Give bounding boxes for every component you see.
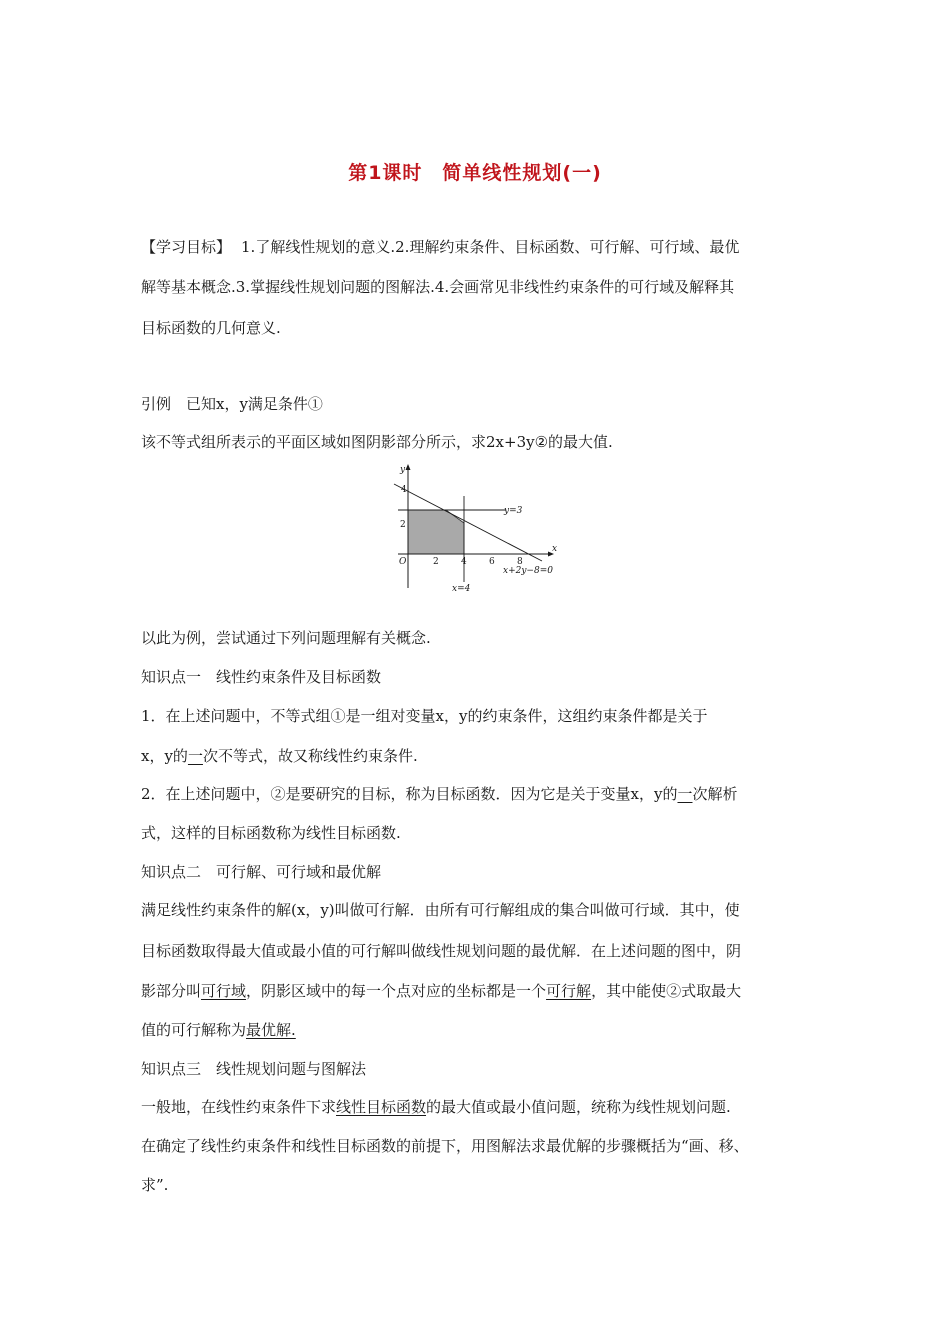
example-question: 该不等式组所表示的平面区域如图阴影部分所示，求2x+3y②的最大值. bbox=[141, 433, 613, 451]
k2-underlined-optimal-solution: 最优解. bbox=[246, 1021, 296, 1039]
k2-l3-text-c: ，其中能使②式取最大 bbox=[591, 982, 742, 1000]
label-x4: x=4 bbox=[452, 584, 471, 594]
learning-goals-line-3: 目标函数的几何意义. bbox=[141, 319, 281, 337]
y-axis-label: y bbox=[400, 465, 406, 475]
k2-underlined-feasible-region: 可行域 bbox=[201, 982, 247, 1000]
k2-l3-text-a: 影部分叫 bbox=[141, 982, 202, 1000]
page-title: 第1课时 简单线性规划(一) bbox=[348, 162, 602, 184]
knowledge-point-1-heading: 知识点一 线性约束条件及目标函数 bbox=[141, 668, 382, 686]
k2-line-2: 目标函数取得最大值或最小值的可行解叫做线性规划问题的最优解．在上述问题的图中，阴 bbox=[141, 942, 742, 960]
learning-goals-line-1 bbox=[141, 236, 739, 257]
knowledge-point-3-heading: 知识点三 线性规划问题与图解法 bbox=[141, 1060, 367, 1078]
label-y3: y=3 bbox=[504, 506, 523, 516]
k1-paragraph-1-line-2 bbox=[141, 745, 418, 766]
k2-underlined-feasible-solution: 可行解 bbox=[546, 982, 592, 1000]
k1-paragraph-2-line-1 bbox=[141, 783, 738, 804]
k1-p1-underlined: 一 bbox=[187, 747, 203, 765]
k1-paragraph-1-line-1: 1．在上述问题中，不等式组①是一组对变量x，y的约束条件，这组约束条件都是关于 bbox=[141, 707, 708, 725]
k1-p2-text-a: 2．在上述问题中，②是要研究的目标，称为目标函数．因为它是关于变量x，y的 bbox=[141, 785, 678, 803]
k3-l1-text-a: 一般地，在线性约束条件下求 bbox=[141, 1098, 337, 1116]
k2-line-1: 满足线性约束条件的解(x，y)叫做可行解．由所有可行解组成的集合叫做可行域．其中，使 bbox=[141, 901, 740, 919]
knowledge-point-2-heading: 知识点二 可行解、可行域和最优解 bbox=[141, 863, 382, 881]
k2-line-4 bbox=[141, 1019, 296, 1040]
x-tick-6: 6 bbox=[489, 557, 495, 567]
k1-p2-underlined: 一 bbox=[677, 785, 693, 803]
label-line-eq: x+2y−8=0 bbox=[503, 566, 553, 576]
origin-label: O bbox=[399, 557, 407, 567]
k3-line-3: 求”. bbox=[141, 1176, 169, 1194]
x-tick-2: 2 bbox=[433, 557, 439, 567]
k1-p1-text-b: 次不等式，故又称线性约束条件. bbox=[202, 747, 418, 765]
transition-text: 以此为例，尝试通过下列问题理解有关概念. bbox=[141, 629, 431, 647]
example-intro: 引例 已知x，y满足条件① bbox=[141, 395, 323, 413]
learning-goals-line-2: 解等基本概念.3.掌握线性规划问题的图解法.4.会画常见非线性约束条件的可行域及解释其 bbox=[141, 278, 735, 296]
x-axis-label: x bbox=[552, 544, 558, 554]
feasible-region-shading bbox=[408, 510, 464, 554]
x-tick-4: 4 bbox=[461, 557, 467, 567]
learning-goals-text-1: 1.了解线性规划的意义.2.理解约束条件、目标函数、可行解、可行域、最优 bbox=[241, 238, 740, 256]
k1-p1-text-a: x，y的 bbox=[141, 747, 188, 765]
k2-l4-text-a: 值的可行解称为 bbox=[141, 1021, 247, 1039]
y-tick-2: 2 bbox=[400, 520, 406, 530]
feasible-region-figure bbox=[392, 460, 564, 598]
k1-paragraph-2-line-2: 式，这样的目标函数称为线性目标函数. bbox=[141, 824, 401, 842]
y-axis-arrow bbox=[406, 464, 411, 470]
k1-p2-text-b: 次解析 bbox=[692, 785, 738, 803]
k3-underlined-objective: 线性目标函数 bbox=[336, 1098, 427, 1116]
x-tick-8: 8 bbox=[517, 557, 523, 567]
k3-line-2: 在确定了线性约束条件和线性目标函数的前提下，用图解法求最优解的步骤概括为“画、移、 bbox=[141, 1137, 749, 1155]
k2-line-3 bbox=[141, 980, 741, 1001]
y-tick-4: 4 bbox=[401, 485, 407, 495]
k3-l1-text-b: 的最大值或最小值问题，统称为线性规划问题. bbox=[426, 1098, 731, 1116]
k3-line-1 bbox=[141, 1096, 731, 1117]
learning-goals-label: 【学习目标】 bbox=[141, 238, 232, 256]
k2-l3-text-b: ，阴影区域中的每一个点对应的坐标都是一个 bbox=[246, 982, 547, 1000]
